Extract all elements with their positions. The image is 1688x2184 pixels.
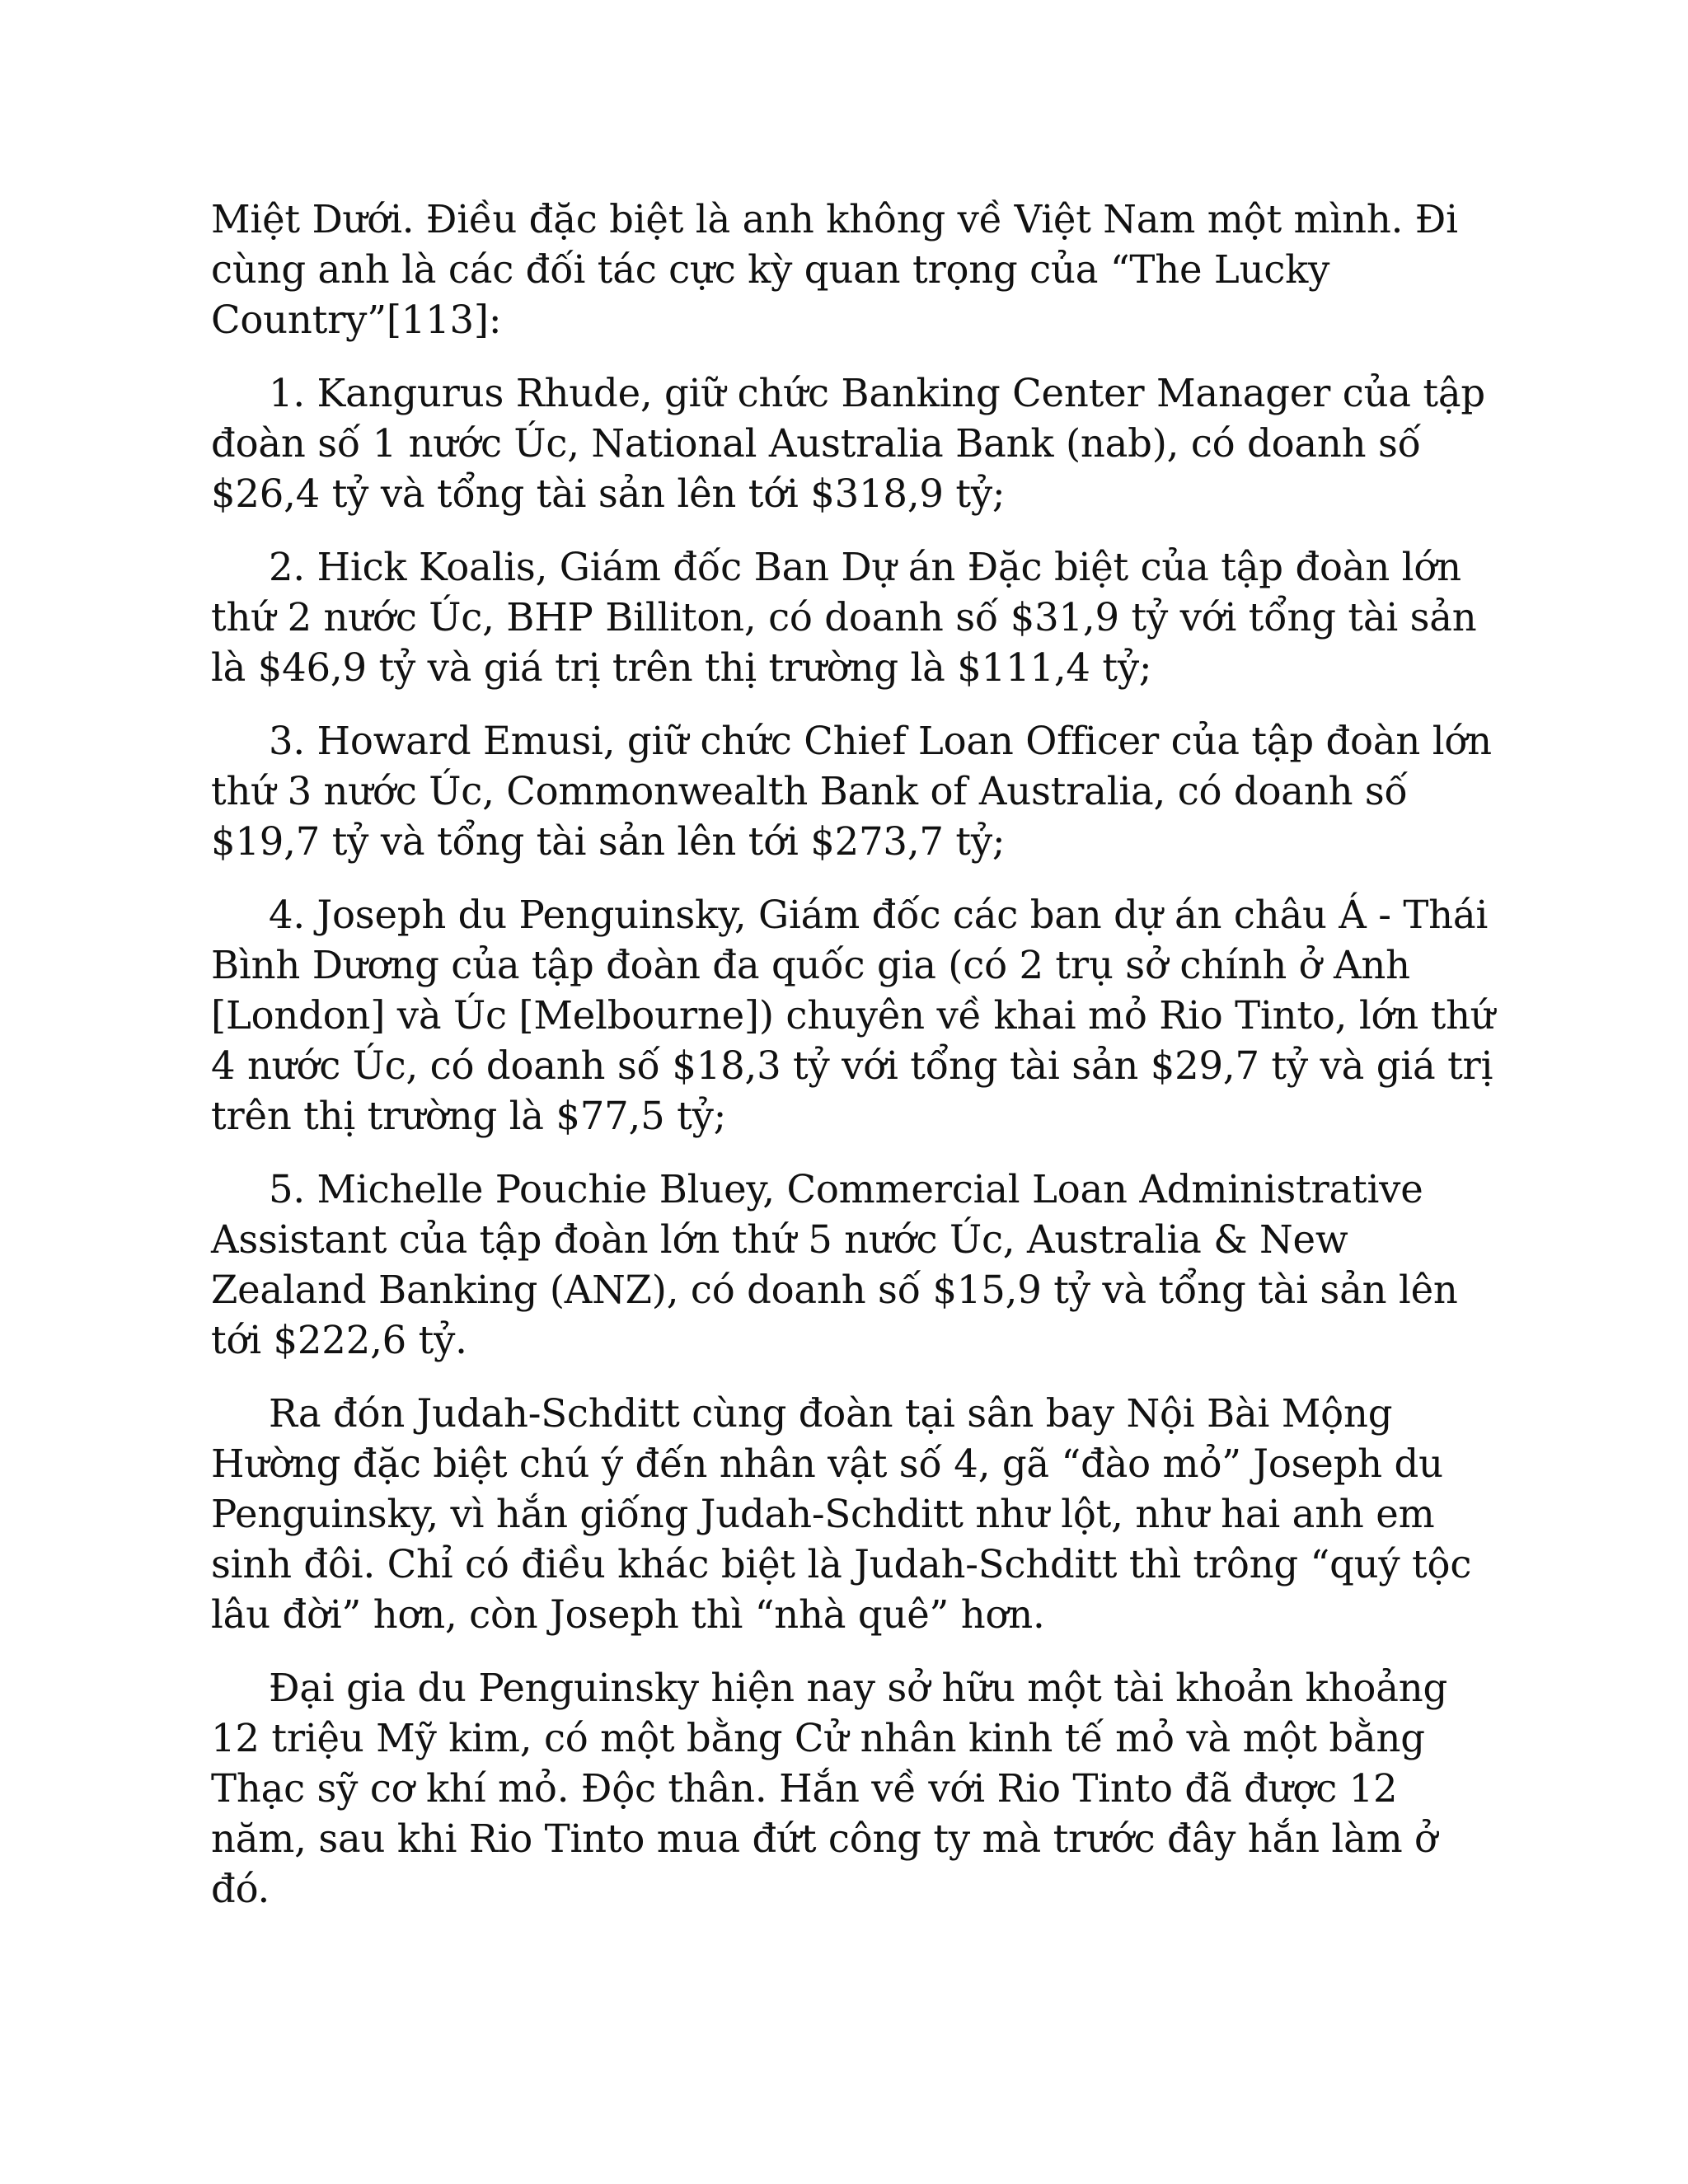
list-item-1: 1. Kangurus Rhude, giữ chức Banking Center Manager của tập đoàn số 1 nước Úc, National Australia Bank (nab), có doanh số $26,4 tỷ và tổng tài sản lên tới $318,9 tỷ; (211, 371, 1485, 516)
document-page (211, 194, 1497, 1938)
paragraph-profile: Đại gia du Penguinsky hiện nay sở hữu một tài khoản khoảng 12 triệu Mỹ kim, có một bằng Cử nhân kinh tế mỏ và một bằng Thạc sỹ cơ khí mỏ. Độc thân. Hắn về với Rio Tinto đã được 12 năm, sau khi Rio Tinto mua đứt công ty mà trước đây hắn làm ở đó. (211, 1666, 1448, 1911)
list-item-4: 4. Joseph du Penguinsky, Giám đốc các ban dự án châu Á - Thái Bình Dương của tập đoàn đa quốc gia (có 2 trụ sở chính ở Anh [London] và Úc [Melbourne]) chuyên về khai mỏ Rio Tinto, lớn thứ 4 nước Úc, có doanh số $18,3 tỷ với tổng tài sản $29,7 tỷ và giá trị trên thị trường là $77,5 tỷ; (211, 893, 1495, 1138)
paragraph-arrival: Ra đón Judah-Schditt cùng đoàn tại sân bay Nội Bài Mộng Hường đặc biệt chú ý đến nhân vật số 4, gã “đào mỏ” Joseph du Penguinsky, vì hắn giống Judah-Schditt như lột, như hai anh em sinh đôi. Chỉ có điều khác biệt là Judah-Schditt thì trông “quý tộc lâu đời” hơn, còn Joseph thì “nhà quê” hơn. (211, 1391, 1472, 1637)
list-item-3: 3. Howard Emusi, giữ chức Chief Loan Officer của tập đoàn lớn thứ 3 nước Úc, Commonwealth Bank of Australia, có doanh số $19,7 tỷ và tổng tài sản lên tới $273,7 tỷ; (211, 719, 1492, 864)
paragraph-intro: Miệt Dưới. Điều đặc biệt là anh không về Việt Nam một mình. Đi cùng anh là các đối tác cực kỳ quan trọng của “The Lucky Country”[113]: (211, 197, 1458, 342)
list-item-2: 2. Hick Koalis, Giám đốc Ban Dự án Đặc biệt của tập đoàn lớn thứ 2 nước Úc, BHP Billiton, có doanh số $31,9 tỷ với tổng tài sản là $46,9 tỷ và giá trị trên thị trường là $111,4 tỷ; (211, 545, 1477, 690)
list-item-5: 5. Michelle Pouchie Bluey, Commercial Loan Administrative Assistant của tập đoàn lớn thứ 5 nước Úc, Australia & New Zealand Banking (ANZ), có doanh số $15,9 tỷ và tổng tài sản lên tới $222,6 tỷ. (211, 1167, 1458, 1362)
